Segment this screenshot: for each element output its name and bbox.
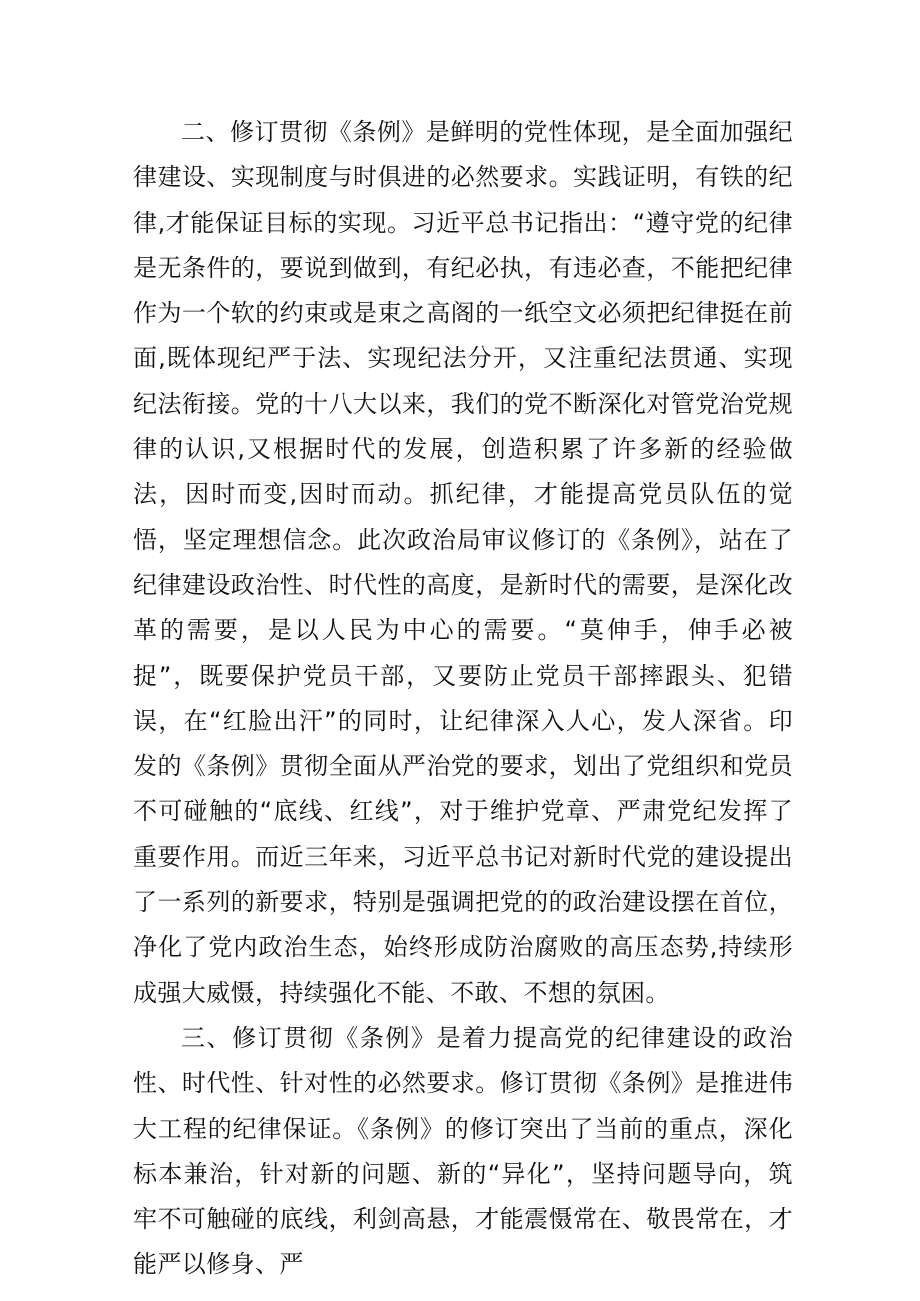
paragraph-2: 二、修订贯彻《条例》是鲜明的党性体现，是全面加强纪律建设、实现制度与时俱进的必然要求。实践证明，有铁的纪律,才能保证目标的实现。习近平总书记指出：“遵守党的纪律是无条件的，要说到做到，有纪必执，有违必查，不能把纪律作为一个软的约束或是束之高阁的一纸空文必须把纪律挺在前面,既体现纪严于法、实现纪法分开，又注重纪法贯通、实现纪法衔接。党的十八大以来，我们的党不断深化对管党治党规律的认识,又根据时代的发展，创造积累了许多新的经验做法，因时而变,因时而动。抓纪律，才能提高党员队伍的觉悟，坚定理想信念。此次政治局审议修订的《条例》，站在了纪律建设政治性、时代性的高度，是新时代的需要，是深化改革的需要，是以人民为中心的需要。“莫伸手，伸手必被捉”，既要保护党员干部，又要防止党员干部摔跟头、犯错误，在“红脸出汗”的同时，让纪律深入人心，发人深省。印发的《条例》贯彻全面从严治党的要求，划出了党组织和党员不可碰触的“底线、红线”，对于维护党章、严肃党纪发挥了重要作用。而近三年来，习近平总书记对新时代党的建设提出了一系列的新要求，特别是强调把党的的政治建设摆在首位，净化了党内政治生态，始终形成防治腐败的高压态势,持续形成强大威慑，持续强化不能、不敢、不想的氛困。 bbox=[133, 118, 793, 1007]
document-body bbox=[133, 110, 793, 1288]
paragraph-3: 三、修订贯彻《条例》是着力提高党的纪律建设的政治性、时代性、针对性的必然要求。修订贯彻《条例》是推进伟大工程的纪律保证。《条例》的修订突出了当前的重点，深化标本兼治，针对新的问题、新的“异化”，坚持问题导向，筑牢不可触碰的底线，利剑高悬，才能震慑常在、敬畏常在，才能严以修身、严 bbox=[133, 1023, 793, 1279]
